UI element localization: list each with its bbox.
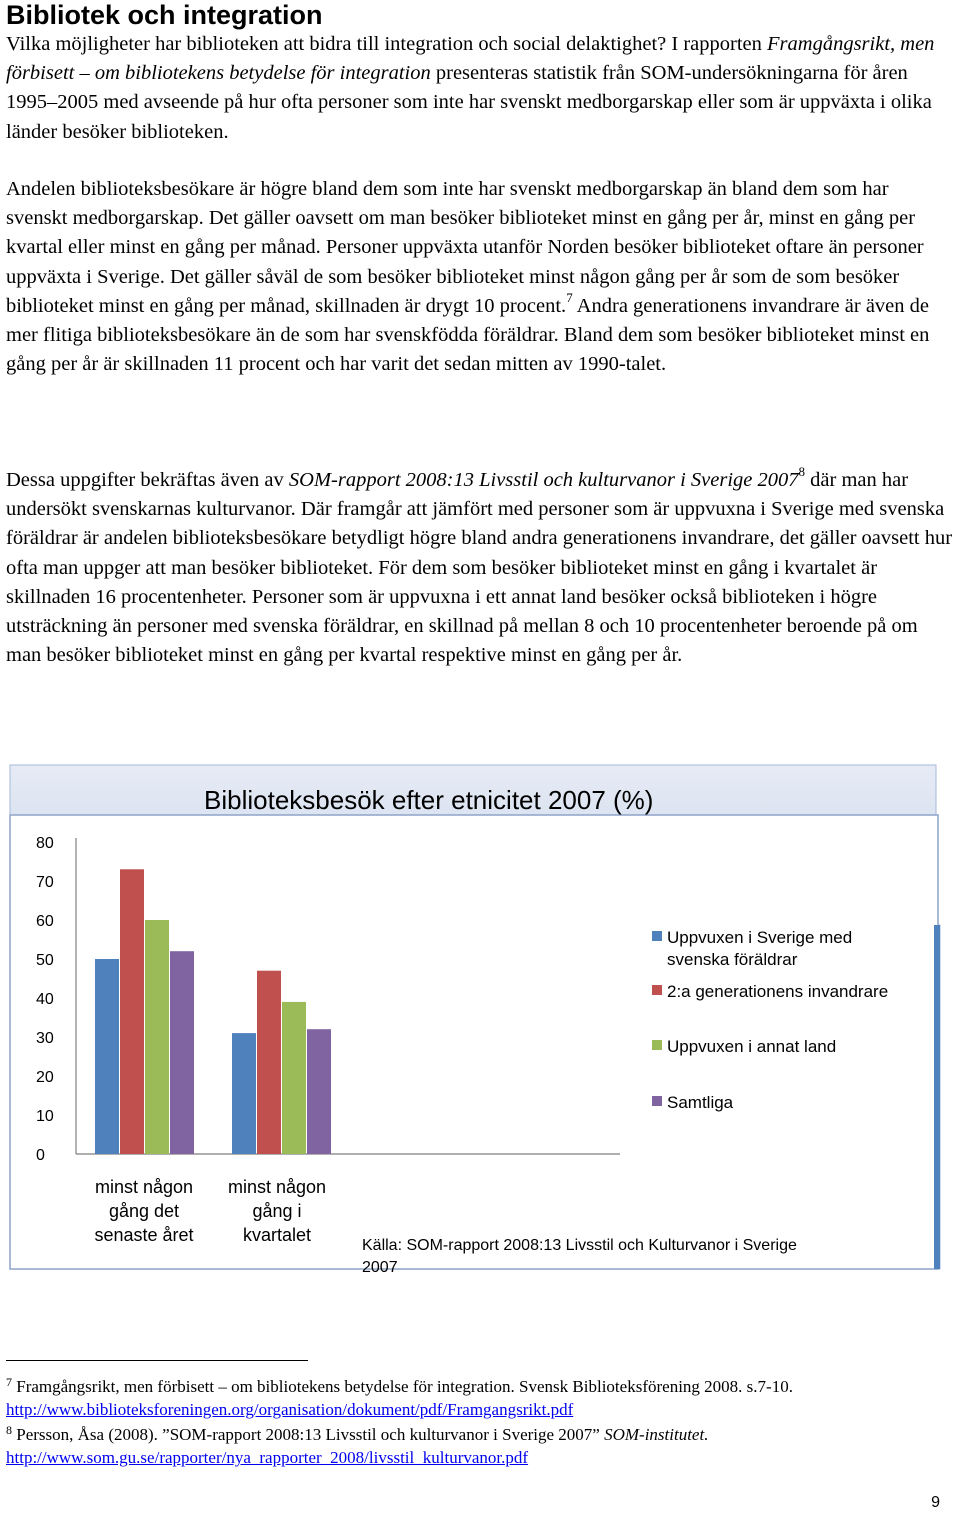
footnote-8-text: Persson, Åsa (2008). ”SOM-rapport 2008:13 Livsstil och kulturvanor i Sverige 2007” (12, 1425, 605, 1444)
x-tick-label: minst någon (94, 1177, 194, 1197)
paragraph-3-text-b: där man har undersökt svenskarnas kulturvanor. Där framgår att jämfört med personer som är uppvuxna i Sverige med svenska föräldrar är andelen biblioteksbesökare betydligt högre bland andra generationens invandrare, det gäller oavsett hur ofta man uppger att man besöker biblioteket. För dem som besöker biblioteket minst en gång i kvartalet är skillnaden 16 procentenheter. Personer som är uppvuxna i ett annat land besöker också biblioteken i högre utsträckning än personer med svenska föräldrar, en skillnad på mellan 8 och 10 procentenheter beroende på om man besöker biblioteket minst en gång per kvartal respektive minst en gång per år. (6, 469, 953, 667)
y-tick-label: 70 (36, 874, 54, 891)
y-tick-label: 50 (36, 952, 54, 969)
footnote-7-number: 7 (6, 1375, 12, 1389)
paragraph-3-text-a: Dessa uppgifter bekräftas även av (6, 469, 289, 491)
x-tick-label: gång i (252, 1201, 302, 1221)
som-report-title-italic: SOM-rapport 2008:13 Livsstil och kulturvanor i Sverige 2007 (288, 469, 799, 491)
y-tick-label: 60 (36, 913, 54, 930)
footnote-8-publisher: SOM-institutet. (604, 1425, 709, 1444)
x-tick-label: kvartalet (242, 1225, 312, 1245)
chart-source-note: Källa: SOM-rapport 2008:13 Livsstil och Kulturvanor i Sverige (362, 1237, 797, 1254)
y-tick-label: 10 (36, 1108, 54, 1125)
footnote-ref-7[interactable]: 7 (566, 289, 573, 305)
legend-swatch (652, 931, 662, 941)
legend-label: Uppvuxen i Sverige med (667, 928, 853, 947)
chart-title: Biblioteksbesök efter etnicitet 2007 (%) (204, 785, 654, 815)
footnote-separator (6, 1360, 308, 1361)
bar (282, 1002, 306, 1154)
chart-right-edge-strip (934, 925, 940, 1269)
bar (95, 959, 119, 1154)
report-title-italic: Framgångsrikt, men förbisett – om bibliotekens betydelse för integration (6, 33, 935, 85)
footnote-7 (6, 1376, 954, 1421)
footnote-8 (6, 1424, 954, 1469)
page-number: 9 (931, 1494, 940, 1511)
footnote-7-link[interactable]: http://www.biblioteksforeningen.org/organisation/dokument/pdf/Framgangsrikt.pdf (6, 1400, 574, 1419)
footnote-8-link[interactable]: http://www.som.gu.se/rapporter/nya_rapporter_2008/livsstil_kulturvanor.pdf (6, 1448, 529, 1467)
bar-chart (0, 757, 960, 1277)
bar (232, 1033, 256, 1154)
bar (120, 869, 144, 1154)
paragraph-2-text-a: Andelen biblioteksbesökare är högre bland dem som inte har svenskt medborgarskap än bland dem som har svenskt medborgarskap. Det gäller oavsett om man besöker biblioteket minst en gång per år, minst en gång per kvartal eller minst en gång per månad. Personer uppväxta utanför Norden besöker biblioteket oftare än personer uppväxta i Sverige. Det gäller såväl de som besöker biblioteket minst någon gång per år som de som besöker biblioteket minst en gång per månad, skillnaden är drygt 10 procent. (6, 178, 924, 317)
legend-swatch (652, 1040, 662, 1050)
footnote-7-text: Framgångsrikt, men förbisett – om bibliotekens betydelse för integration. Svensk Biblioteksförening 2008. s.7-10. (12, 1377, 793, 1396)
footnote-8-number: 8 (6, 1423, 12, 1437)
legend-swatch (652, 1096, 662, 1106)
paragraph-2 (6, 175, 954, 379)
legend-swatch (652, 985, 662, 995)
bar (307, 1029, 331, 1154)
y-tick-label: 40 (36, 991, 54, 1008)
x-tick-label: minst någon (227, 1177, 327, 1197)
x-tick-label: senaste året (94, 1225, 194, 1245)
bar (170, 951, 194, 1154)
bar (257, 971, 281, 1154)
chart-source-note: 2007 (362, 1259, 398, 1276)
y-tick-label: 0 (36, 1147, 45, 1164)
x-tick-label: gång det (108, 1201, 180, 1221)
legend-label: 2:a generationens invandrare (667, 982, 889, 1001)
y-tick-label: 80 (36, 835, 54, 852)
legend-label: svenska föräldrar (667, 950, 798, 969)
paragraph-3 (6, 466, 954, 670)
paragraph-1-text-b: presenteras statistik från SOM-undersökningarna för åren 1995–2005 med avseende på hur ofta personer som inte har svenskt medborgarskap eller som är uppväxta i olika länder besöker biblioteken. (6, 62, 932, 143)
section-heading: Bibliotek och integration (6, 0, 323, 30)
legend-label: Uppvuxen i annat land (667, 1037, 837, 1056)
y-tick-label: 20 (36, 1069, 54, 1086)
footnote-ref-8[interactable]: 8 (798, 464, 806, 480)
paragraph-1-text-a: Vilka möjligheter har biblioteken att bidra till integration och social delaktighet? I rapporten (6, 33, 768, 55)
bar (145, 920, 169, 1154)
paragraph-2-text-b: Andra generationens invandrare är även de mer flitiga biblioteksbesökare än de som har svenskfödda föräldrar. Bland dem som besöker biblioteket minst en gång per år är skillnaden 11 procent och har varit det sedan mitten av 1990-talet. (6, 294, 930, 376)
y-tick-label: 30 (36, 1030, 54, 1047)
paragraph-1 (6, 30, 954, 147)
legend-label: Samtliga (667, 1093, 734, 1112)
